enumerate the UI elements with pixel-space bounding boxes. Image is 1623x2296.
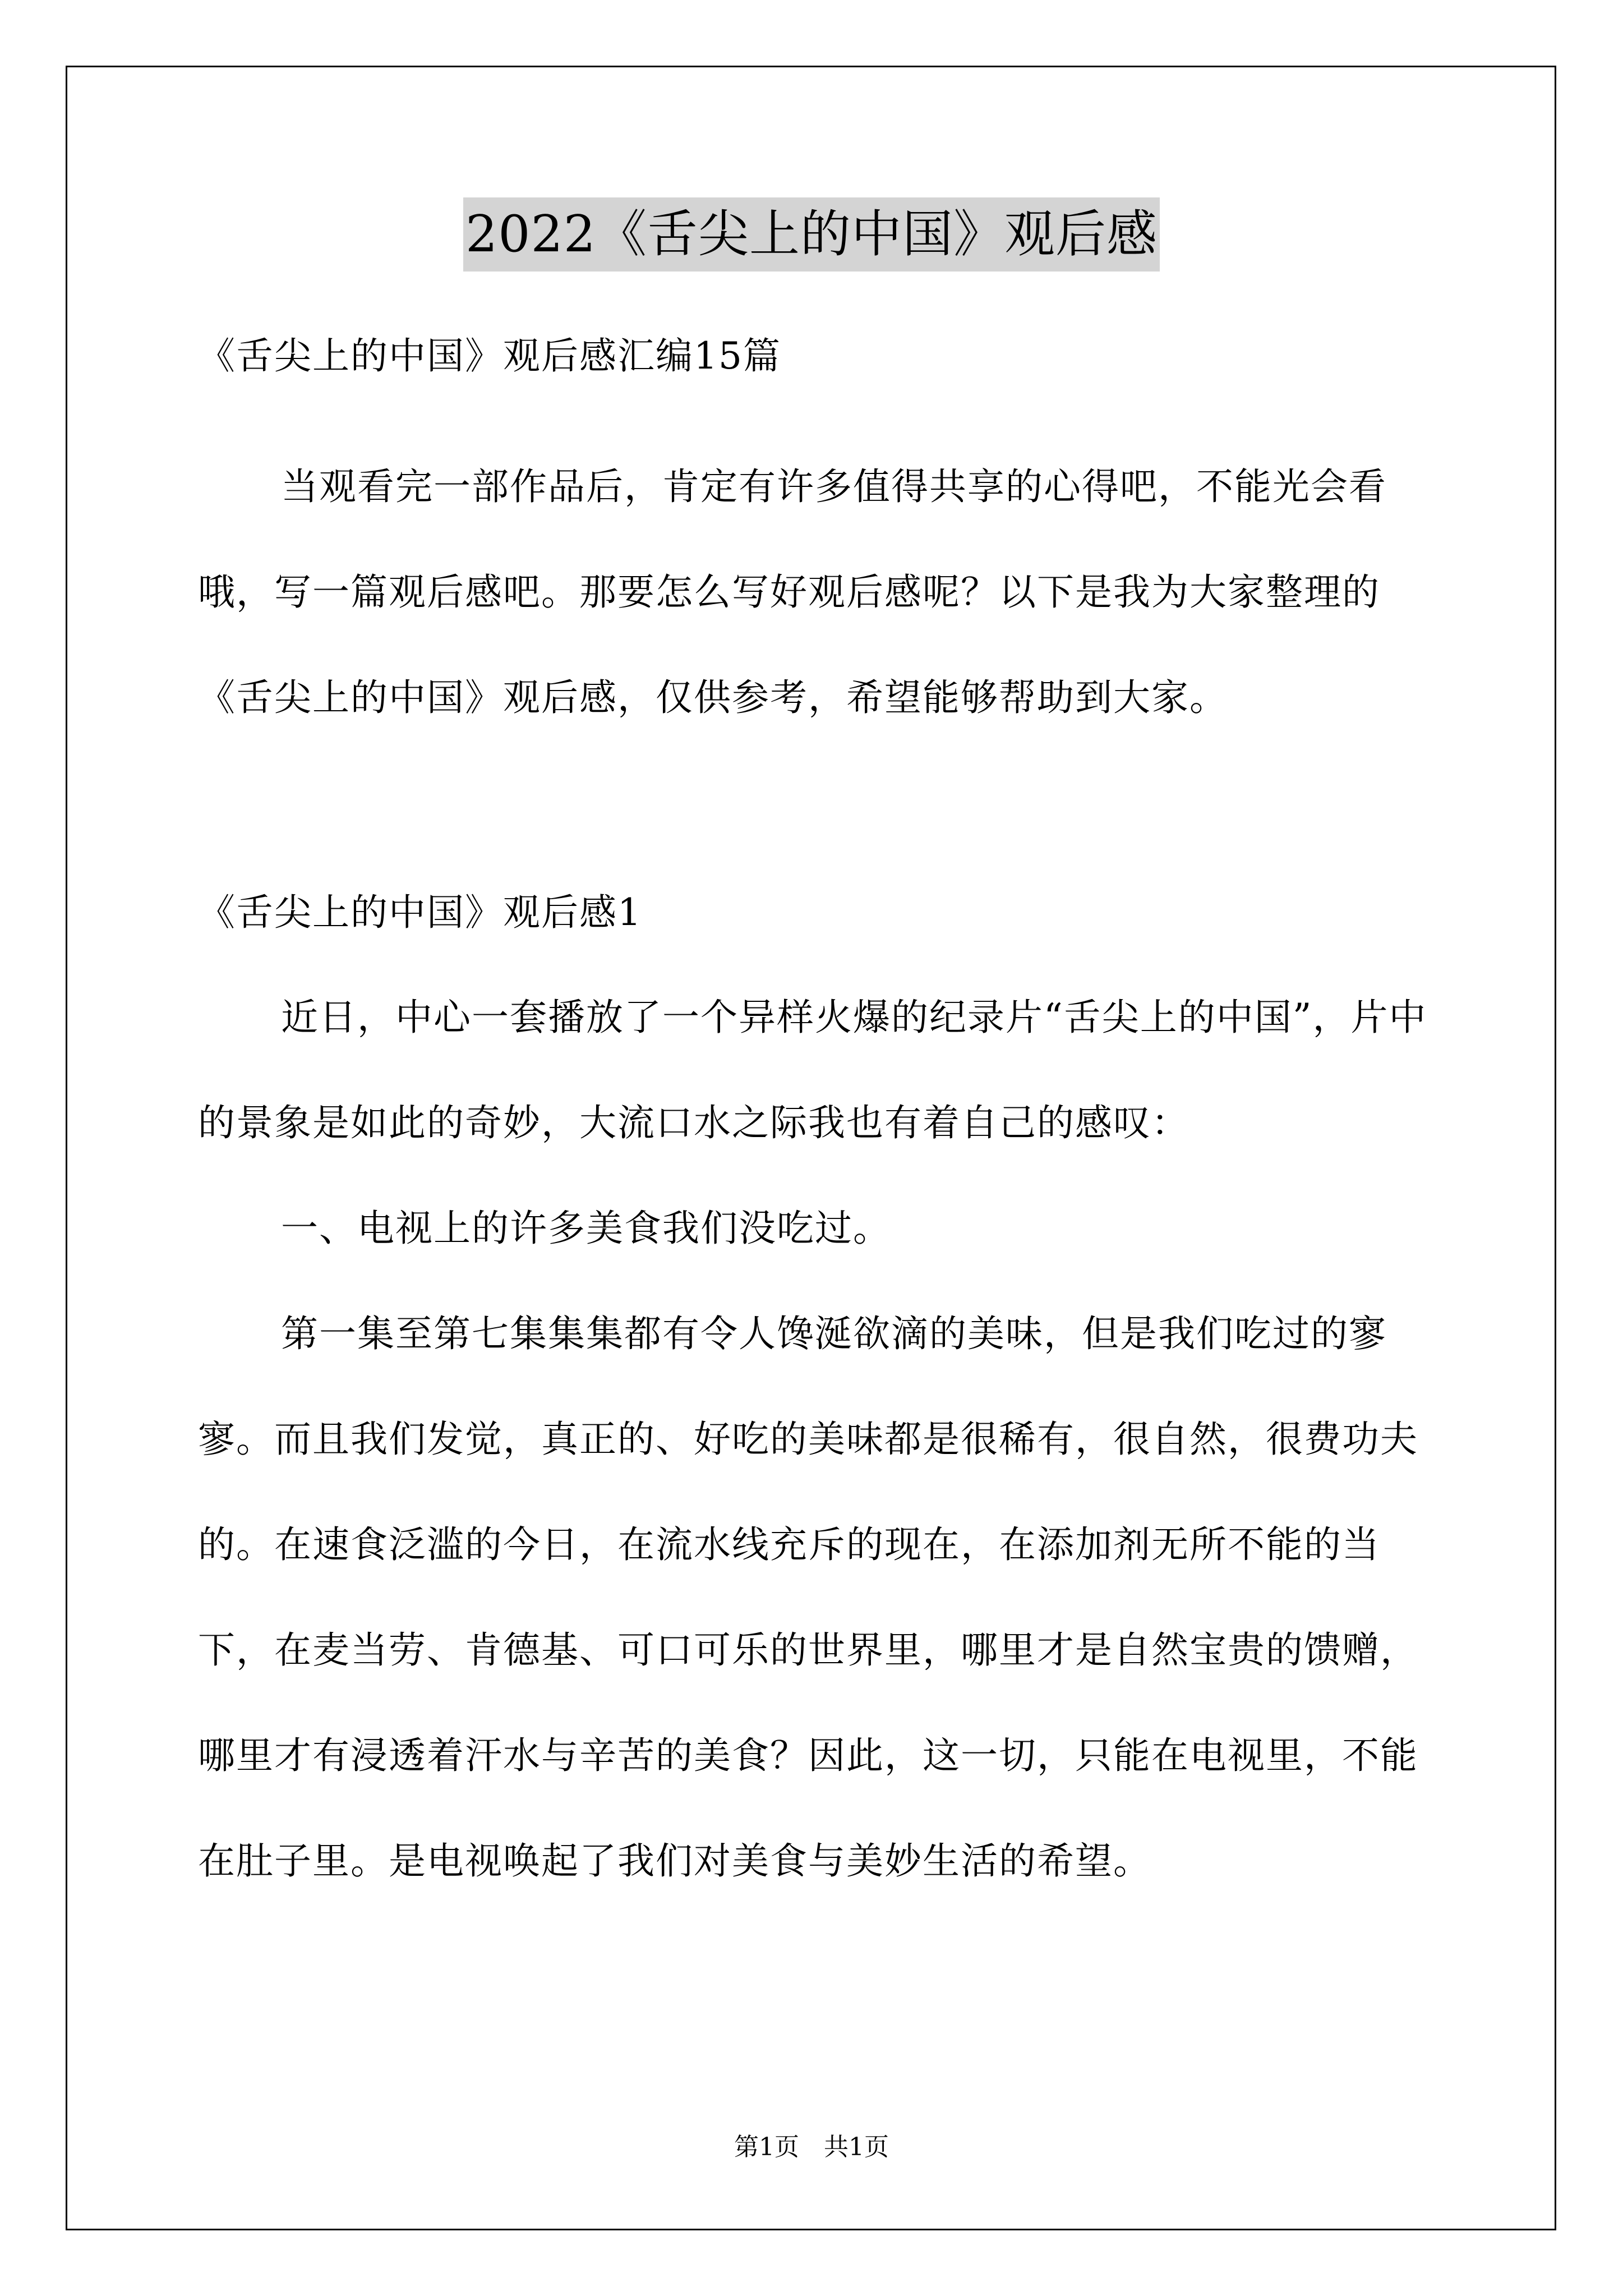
- body-paragraph: 近日，中心一套播放了一个异样火爆的纪录片“舌尖上的中国”，片中的景象是如此的奇妙，大流口水之际我也有着自己的感叹：: [198, 996, 1427, 1144]
- document-title: 2022《舌尖上的中国》观后感: [463, 197, 1160, 272]
- title-container: [0, 197, 1623, 272]
- page-total: 共1页: [824, 2133, 889, 2161]
- page-number: 第1页: [734, 2133, 799, 2161]
- body-paragraph: 第一集至第七集集集都有令人馋涎欲滴的美味，但是我们吃过的寥寥。而且我们发觉，真正的、好吃的美味都是很稀有，很自然，很费功夫的。在速食泛滥的今日，在流水线充斥的现在，在添加剂无所不能的当下，在麦当劳、肯德基、可口可乐的世界里，哪里才是自然宝贵的馈赠，哪里才有浸透着汗水与辛苦的美食？因此，这一切，只能在电视里，不能在肚子里。是电视唤起了我们对美食与美妙生活的希望。: [198, 1312, 1418, 1883]
- intro-paragraph: 当观看完一部作品后，肯定有许多值得共享的心得吧，不能光会看哦，写一篇观后感吧。那要怎么写好观后感呢？以下是我为大家整理的《舌尖上的中国》观后感，仅供参考，希望能够帮助到大家。: [198, 465, 1387, 719]
- body-paragraph: 一、电视上的许多美食我们没吃过。: [281, 1207, 891, 1250]
- page-footer: [0, 2131, 1623, 2164]
- section-heading: 《舌尖上的中国》观后感1: [198, 891, 642, 934]
- document-subtitle: 《舌尖上的中国》观后感汇编15篇: [198, 334, 781, 378]
